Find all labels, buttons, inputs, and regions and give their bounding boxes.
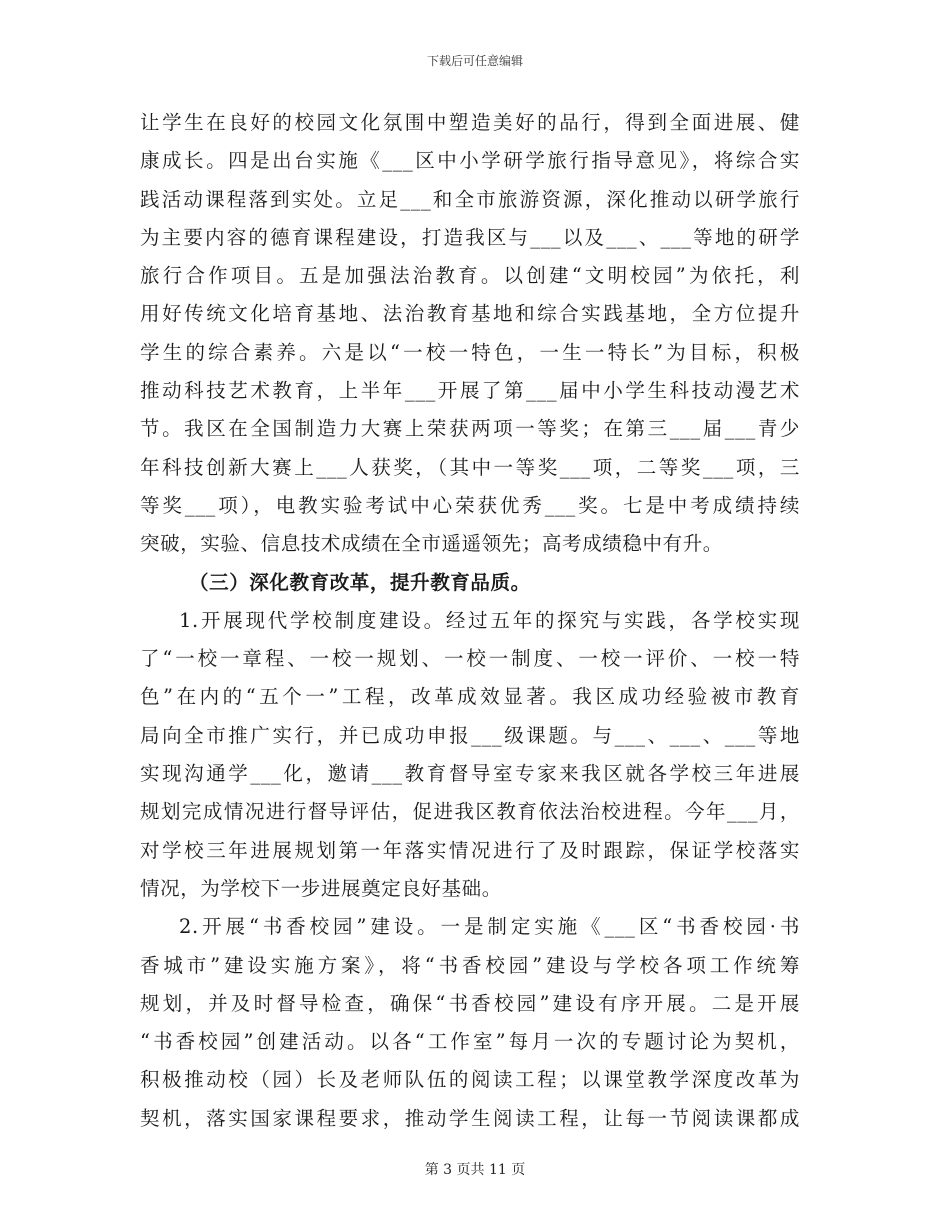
text-line: 旅行合作项目。五是加强法治教育。以创建“文明校园”为依托，利 bbox=[140, 264, 800, 288]
page-header: 下载后可任意编辑 bbox=[426, 54, 523, 68]
text-line: 规划完成情况进行督导评估，促进我区教育依法治校进程。今年___月， bbox=[140, 800, 800, 824]
text-line: 学生的综合素养。六是以“一校一特色，一生一特长”为目标，积极 bbox=[140, 340, 800, 364]
text-line: 康成长。四是出台实施《___区中小学研学旅行指导意见》，将综合实 bbox=[140, 149, 800, 173]
text-line: 契机，落实国家课程要求，推动学生阅读工程，让每一节阅读课都成 bbox=[140, 1106, 800, 1130]
text-line: 践活动课程落到实处。立足___和全市旅游资源，深化推动以研学旅行 bbox=[140, 187, 800, 211]
text-line: 色”在内的“五个一”工程，改革成效显著。我区成功经验被市教育 bbox=[140, 685, 800, 709]
text-line: 规划，并及时督导检查，确保“书香校园”建设有序开展。二是开展 bbox=[140, 991, 800, 1015]
text-line: 突破，实验、信息技术成绩在全市遥遥领先；高考成绩稳中有升。 bbox=[140, 532, 723, 556]
text-line: 节。我区在全国制造力大赛上荣获两项一等奖；在第三___届___青少 bbox=[140, 417, 800, 441]
page-number: 第 3 页共 11 页 bbox=[424, 1162, 526, 1178]
text-line: 实现沟通学___化，邀请___教育督导室专家来我区就各学校三年进展 bbox=[140, 762, 800, 786]
text-line: “书香校园”创建活动。以各“工作室”每月一次的专题讨论为契机， bbox=[140, 1030, 800, 1054]
paragraph bbox=[140, 104, 800, 564]
text-line: 让学生在良好的校园文化氛围中塑造美好的品行，得到全面进展、健 bbox=[140, 111, 800, 134]
document-body bbox=[140, 104, 800, 1138]
text-line: 了“一校一章程、一校一规划、一校一制度、一校一评价、一校一特 bbox=[140, 647, 800, 671]
text-line: 对学校三年进展规划第一年落实情况进行了及时跟踪，保证学校落实 bbox=[140, 838, 800, 862]
text-line: 为主要内容的德育课程建设，打造我区与___以及___、___等地的研学 bbox=[140, 225, 800, 249]
text-line: 等奖___项），电教实验考试中心荣获优秀___奖。七是中考成绩持续 bbox=[140, 493, 800, 517]
text-line: 积极推动校（园）长及老师队伍的阅读工程；以课堂教学深度改革为 bbox=[140, 1068, 800, 1092]
text-line: 1.开展现代学校制度建设。经过五年的探究与实践，各学校实现 bbox=[179, 608, 800, 632]
text-line: 用好传统文化培育基地、法治教育基地和综合实践基地，全方位提升 bbox=[140, 302, 800, 326]
paragraph bbox=[140, 602, 800, 908]
section-heading: （三）深化教育改革，提升教育品质。 bbox=[189, 570, 531, 594]
text-line: 局向全市推广实行，并已成功申报___级课题。与___、___、___等地 bbox=[140, 723, 800, 747]
text-line: 2.开展“书香校园”建设。一是制定实施《___区“书香校园·书 bbox=[179, 915, 800, 939]
text-line: 情况，为学校下一步进展奠定良好基础。 bbox=[140, 876, 502, 900]
text-line: 香城市”建设实施方案》，将“书香校园”建设与学校各项工作统筹 bbox=[140, 953, 800, 977]
text-line: 年科技创新大赛上___人获奖，（其中一等奖___项，二等奖___项，三 bbox=[140, 455, 800, 479]
paragraph bbox=[140, 908, 800, 1138]
text-line: 推动科技艺术教育，上半年___开展了第___届中小学生科技动漫艺术 bbox=[140, 379, 800, 403]
